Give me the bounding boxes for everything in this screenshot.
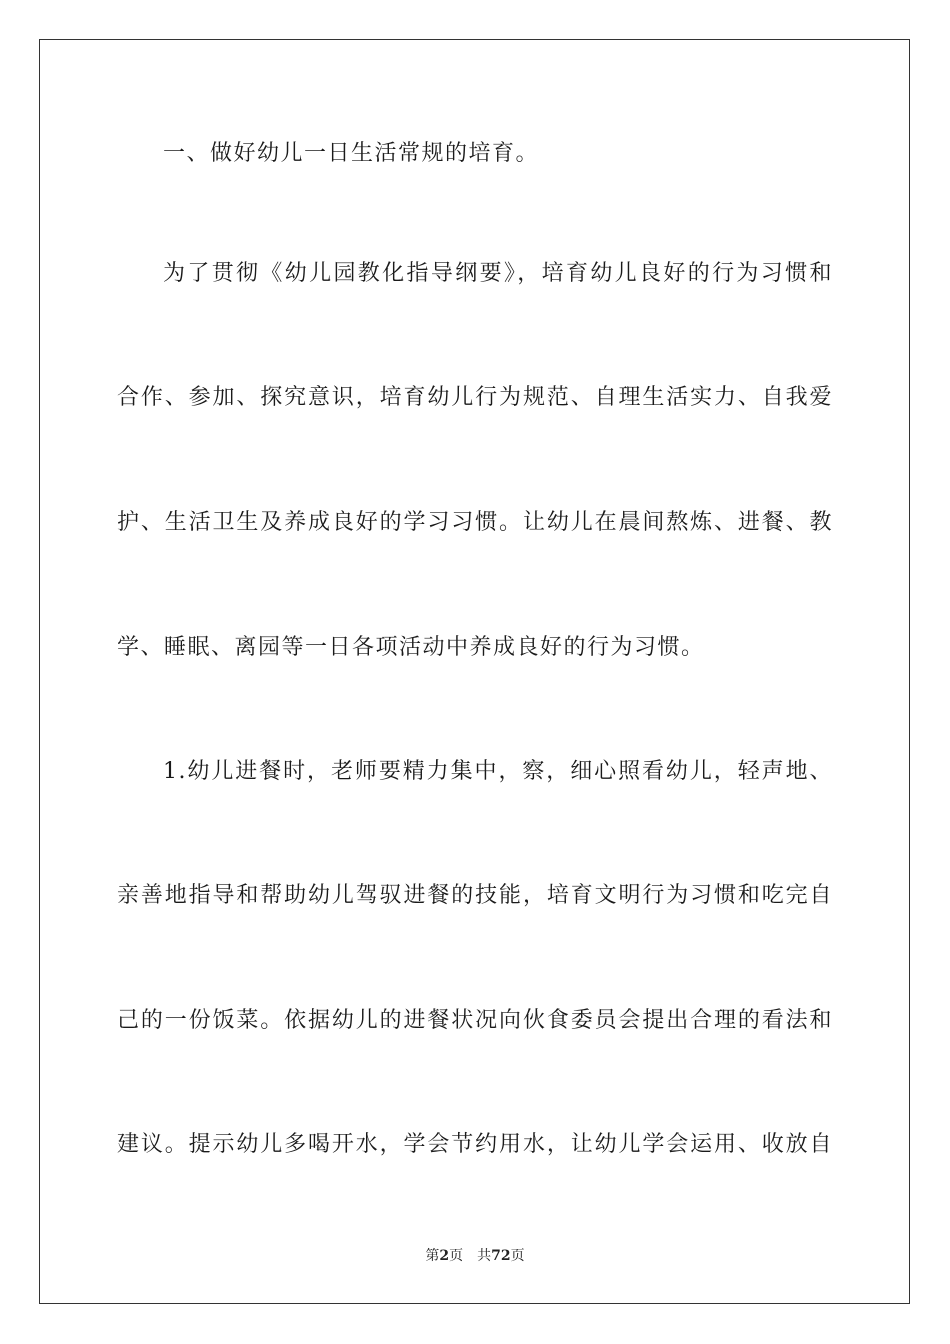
total-prefix: 共: [477, 1248, 492, 1264]
paragraph-line: 1.幼儿进餐时，老师要精力集中，察，细心照看幼儿，轻声地、: [163, 759, 833, 784]
page-border: [39, 39, 910, 1304]
paragraph-line: 建议。提示幼儿多喝开水，学会节约用水，让幼儿学会运用、收放自: [117, 1132, 833, 1157]
section-heading: 一、做好幼儿一日生活常规的培育。: [163, 141, 540, 166]
paragraph-line: 学、睡眠、离园等一日各项活动中养成良好的行为习惯。: [117, 635, 705, 660]
total-pages: 72: [491, 1248, 511, 1264]
page-suffix: 页: [449, 1248, 464, 1264]
total-suffix: 页: [510, 1248, 525, 1264]
paragraph-line: 己的一份饭菜。依据幼儿的进餐状况向伙食委员会提出合理的看法和: [117, 1008, 833, 1033]
page-footer: [0, 1246, 950, 1266]
page-prefix: 第: [425, 1248, 440, 1264]
page-number: 2: [439, 1248, 450, 1264]
paragraph-line: 亲善地指导和帮助幼儿驾驭进餐的技能，培育文明行为习惯和吃完自: [117, 883, 833, 908]
paragraph-line: 为了贯彻《幼儿园教化指导纲要》，培育幼儿良好的行为习惯和: [163, 261, 833, 286]
paragraph-line: 护、生活卫生及养成良好的学习习惯。让幼儿在晨间熬炼、进餐、教: [117, 510, 833, 535]
paragraph-line: 合作、参加、探究意识，培育幼儿行为规范、自理生活实力、自我爱: [117, 385, 833, 410]
